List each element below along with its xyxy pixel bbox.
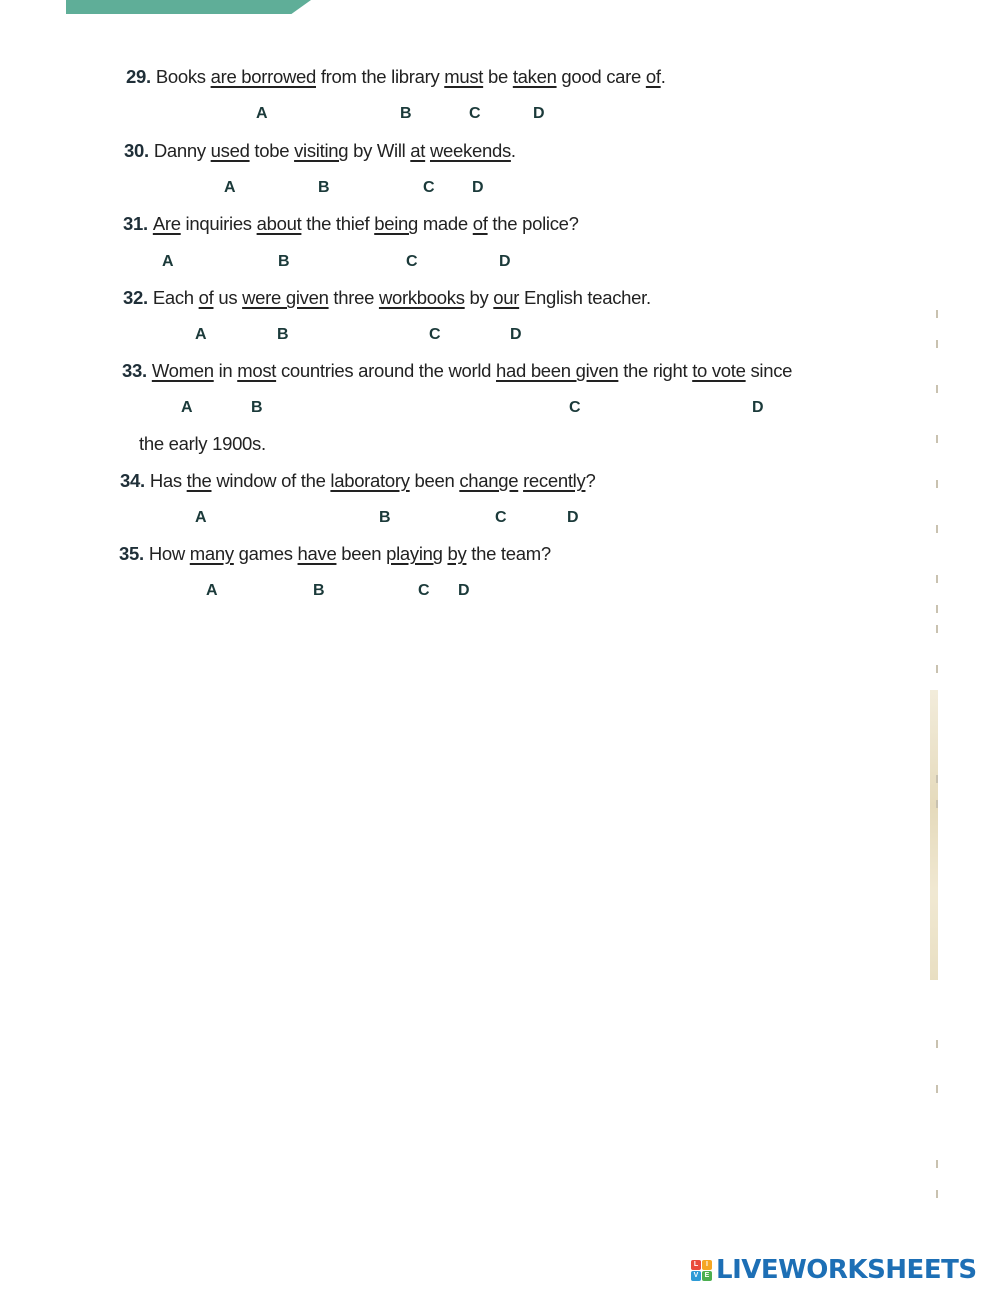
logo-icon-tile: V bbox=[691, 1271, 701, 1281]
underlined-segment: workbooks bbox=[378, 287, 465, 308]
page-edge-mark bbox=[936, 1085, 938, 1093]
underlined-segment: had been given bbox=[496, 360, 619, 381]
sentence-text: inquiries bbox=[180, 213, 257, 234]
logo-icon-tile: I bbox=[702, 1260, 712, 1270]
underlined-segment: taken bbox=[512, 66, 557, 87]
underlined-segment: being bbox=[374, 213, 418, 234]
option-letter-b: B bbox=[251, 399, 263, 416]
sentence-text: us bbox=[213, 287, 243, 308]
underlined-segment: laboratory bbox=[330, 470, 410, 491]
page-edge-mark bbox=[936, 1040, 938, 1048]
underlined-segment: recently bbox=[523, 470, 586, 491]
option-letter-a: A bbox=[162, 253, 174, 270]
sentence-text: by Will bbox=[348, 140, 411, 161]
underlined-segment: by bbox=[447, 543, 467, 564]
underlined-segment: playing bbox=[386, 543, 443, 564]
sentence-text: Each bbox=[152, 287, 199, 308]
underlined-segment: have bbox=[297, 543, 337, 564]
option-letter-b: B bbox=[277, 326, 289, 343]
question-sentence bbox=[122, 359, 792, 383]
option-letter-b: B bbox=[400, 105, 412, 122]
page-edge-mark bbox=[936, 385, 938, 393]
question-number: 30. bbox=[124, 140, 149, 161]
sentence-text: good care bbox=[556, 66, 646, 87]
logo-icon-tile: L bbox=[691, 1260, 701, 1270]
sentence-text: in bbox=[213, 360, 238, 381]
sentence-text: . bbox=[660, 66, 666, 87]
option-letter-a: A bbox=[195, 326, 207, 343]
sentence-text: from the library bbox=[316, 66, 445, 87]
question-number: 32. bbox=[123, 287, 148, 308]
underlined-segment: visiting bbox=[294, 140, 349, 161]
option-letter-c: C bbox=[423, 179, 435, 196]
page-edge-mark bbox=[936, 525, 938, 533]
option-letter-c: C bbox=[429, 326, 441, 343]
underlined-segment: our bbox=[493, 287, 520, 308]
question-number: 35. bbox=[119, 543, 144, 564]
sentence-text: . bbox=[510, 140, 516, 161]
underlined-segment: weekends bbox=[429, 140, 511, 161]
question-sentence bbox=[123, 286, 651, 310]
sentence-text: countries around the world bbox=[276, 360, 497, 381]
sentence-text: English teacher. bbox=[519, 287, 651, 308]
sentence-text: Danny bbox=[153, 140, 211, 161]
underlined-segment: many bbox=[189, 543, 234, 564]
option-letter-a: A bbox=[206, 582, 218, 599]
option-letter-c: C bbox=[569, 399, 581, 416]
underlined-segment: to vote bbox=[692, 360, 746, 381]
underlined-segment: most bbox=[237, 360, 277, 381]
underlined-segment: about bbox=[256, 213, 302, 234]
option-letter-d: D bbox=[752, 399, 764, 416]
option-letter-b: B bbox=[379, 509, 391, 526]
question-number: 34. bbox=[120, 470, 145, 491]
sentence-text: be bbox=[483, 66, 513, 87]
option-letter-d: D bbox=[499, 253, 511, 270]
underlined-segment: change bbox=[459, 470, 519, 491]
underlined-segment: used bbox=[210, 140, 250, 161]
page-edge-mark bbox=[936, 575, 938, 583]
option-letter-d: D bbox=[472, 179, 484, 196]
liveworksheets-logo[interactable] bbox=[691, 1253, 977, 1287]
underlined-segment: Are bbox=[152, 213, 181, 234]
underlined-segment: of bbox=[198, 287, 214, 308]
sentence-text: the police? bbox=[487, 213, 579, 234]
option-letter-c: C bbox=[495, 509, 507, 526]
underlined-segment: must bbox=[444, 66, 484, 87]
page-edge-mark bbox=[936, 435, 938, 443]
liveworksheets-logo-text: LIVEWORKSHEETS bbox=[716, 1255, 977, 1285]
question-number: 29. bbox=[126, 66, 151, 87]
option-letter-c: C bbox=[469, 105, 481, 122]
option-letter-a: A bbox=[256, 105, 268, 122]
option-letter-d: D bbox=[533, 105, 545, 122]
sentence-text: by bbox=[464, 287, 494, 308]
page-edge-mark bbox=[936, 775, 938, 783]
question-continuation: the early 1900s. bbox=[139, 433, 266, 454]
underlined-segment: are borrowed bbox=[210, 66, 316, 87]
option-letter-a: A bbox=[181, 399, 193, 416]
underlined-segment: of bbox=[645, 66, 661, 87]
sentence-text: games bbox=[233, 543, 298, 564]
option-letter-a: A bbox=[195, 509, 207, 526]
page-edge-mark bbox=[936, 480, 938, 488]
option-letter-d: D bbox=[567, 509, 579, 526]
option-letter-c: C bbox=[418, 582, 430, 599]
header-band-decoration bbox=[66, 0, 311, 14]
page-edge-mark bbox=[936, 605, 938, 613]
sentence-text: Books bbox=[155, 66, 211, 87]
underlined-segment: Women bbox=[151, 360, 214, 381]
option-letter-b: B bbox=[318, 179, 330, 196]
page-edge-shadow bbox=[930, 690, 938, 980]
page-edge-mark bbox=[936, 340, 938, 348]
question-number: 33. bbox=[122, 360, 147, 381]
option-letter-d: D bbox=[458, 582, 470, 599]
sentence-text: the thief bbox=[301, 213, 375, 234]
question-sentence bbox=[126, 65, 666, 89]
sentence-text: ? bbox=[585, 470, 596, 491]
option-letter-b: B bbox=[278, 253, 290, 270]
underlined-segment: of bbox=[472, 213, 488, 234]
sentence-text: How bbox=[148, 543, 190, 564]
question-sentence bbox=[124, 139, 516, 163]
option-letter-a: A bbox=[224, 179, 236, 196]
liveworksheets-logo-icon bbox=[691, 1260, 712, 1281]
sentence-text: Has bbox=[149, 470, 187, 491]
option-letter-c: C bbox=[406, 253, 418, 270]
sentence-text: made bbox=[417, 213, 473, 234]
page-edge-mark bbox=[936, 1160, 938, 1168]
page-edge-mark bbox=[936, 800, 938, 808]
sentence-text: the team? bbox=[466, 543, 551, 564]
sentence-text: the right bbox=[618, 360, 693, 381]
underlined-segment: were given bbox=[242, 287, 329, 308]
option-letter-d: D bbox=[510, 326, 522, 343]
question-number: 31. bbox=[123, 213, 148, 234]
sentence-text: window of the bbox=[211, 470, 331, 491]
page-edge-mark bbox=[936, 310, 938, 318]
option-letter-b: B bbox=[313, 582, 325, 599]
page-edge-mark bbox=[936, 625, 938, 633]
underlined-segment: at bbox=[410, 140, 426, 161]
sentence-text: tobe bbox=[249, 140, 295, 161]
sentence-text: three bbox=[328, 287, 379, 308]
question-sentence bbox=[120, 469, 595, 493]
sentence-text: been bbox=[336, 543, 387, 564]
page-edge-mark bbox=[936, 1190, 938, 1198]
logo-icon-tile: E bbox=[702, 1271, 712, 1281]
question-sentence bbox=[119, 542, 551, 566]
question-sentence bbox=[123, 212, 579, 236]
page-edge-mark bbox=[936, 665, 938, 673]
sentence-text: since bbox=[745, 360, 793, 381]
sentence-text: been bbox=[409, 470, 460, 491]
underlined-segment: the bbox=[186, 470, 212, 491]
